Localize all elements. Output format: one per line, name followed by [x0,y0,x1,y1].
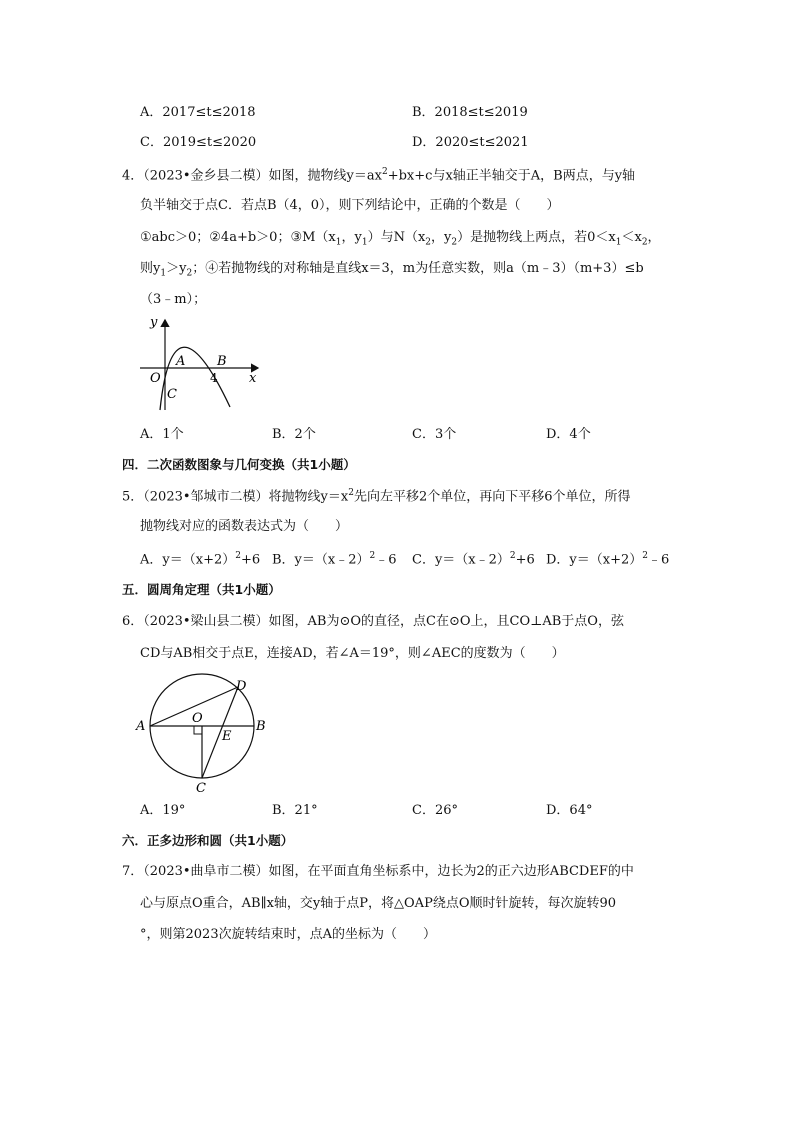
q4-number: 4． [122,168,144,184]
q3-option-a: A．2017≤t≤2018 [140,105,256,120]
section-heading-6: 六．正多边形和圆（共1小题） [122,833,294,848]
graph-label-b: B [217,354,227,369]
q6-line-1: 6．（2023•梁山县二模）如图，AB为⊙O的直径，点C在⊙O上，且CO⊥AB于点O，弦 [122,614,624,629]
q4-line-2: 负半轴交于点C．若点B（4，0），则下列结论中，正确的个数是（ ） [140,198,560,213]
q4-line-5: （3﹣m）； [140,292,207,307]
graph-label-4: 4 [210,371,218,385]
q5-line-1: 5．（2023•邹城市二模）将抛物线$y=x^2$先向左平移2个单位，再向下平移6个单位，所得 [122,488,631,505]
q4-text-1a: 如图，抛物线y＝ax [268,168,382,184]
q7-line-3: °，则第2023次旋转结束时，点A的坐标为（ ） [140,927,436,942]
q6-line-2: CD与AB相交于点E，连接AD，若∠A＝19°，则∠AEC的度数为（ ） [140,646,565,661]
q6-option-b: B．21° [272,803,318,818]
right-angle-mark [194,726,202,734]
q3-option-d: D．2020≤t≤2021 [412,135,529,150]
section-heading-5: 五．圆周角定理（共1小题） [122,582,281,597]
q6-option-d: D．64° [546,803,593,818]
q4-option-d: D．4个 [546,427,591,442]
q4-source: （2023•金乡县二模） [143,168,269,184]
q7-line-1: 7．（2023•曲阜市二模）如图，在平面直角坐标系中，边长为2的正六边形ABCDEF的中 [122,864,634,879]
q7-line-2: 心与原点O重合，AB∥x轴，交y轴于点P，将△OAP绕点O顺时针旋转，每次旋转90 [140,896,617,911]
q6-option-a: A．19° [140,803,186,818]
q5-option-c: C．y＝（x﹣2）$^2$+6 [412,551,535,568]
fig-label-e: E [222,729,232,744]
graph-label-c: C [167,387,177,402]
q4-line-3: ①abc＞0；②4a+b＞0；$③M(x_1$，$y_1$）与$N(x_2$，$y_2$）是抛物线上两点，若$0<x_1<x_2$， [140,230,661,248]
q5-option-d: D．$y=(x+2)^2﹣6$ [546,551,670,568]
q6-option-c: C．26° [412,803,458,818]
graph-label-a: A [176,354,186,369]
section-heading-4: 四．二次函数图象与几何变换（共1小题） [122,457,356,472]
q4-line-1: 4．（2023•金乡县二模）如图，抛物线$y=ax^2+bx+c$与x轴正半轴交于A，B两点，与y轴 [122,167,636,184]
q4-text-1b: +bx+c与x轴正半轴交于A，B两点，与y轴 [387,168,636,184]
q6-circle-figure [134,672,268,796]
graph-label-x: x [249,371,257,386]
q4-parabola-figure [132,312,272,412]
fig-label-a: A [136,719,146,734]
q4-option-c: C．3个 [412,427,457,442]
q4-option-b: B．2个 [272,427,316,442]
fig-label-c: C [196,781,206,796]
fig-label-d: D [236,679,247,694]
q3-option-c: C．2019≤t≤2020 [140,135,257,150]
q4-line-4: 则$y_1>y_2$；④若抛物线的对称轴是直线x＝3，m为任意实数，则a（m﹣3）（m+3）≤b [140,261,644,279]
q3-option-b: B．2018≤t≤2019 [412,105,528,120]
q4-option-a: A．1个 [140,427,184,442]
fig-label-o: O [192,711,203,726]
fig-label-b: B [256,719,266,734]
q5-option-b: B．y＝（x﹣2）$^2$﹣6 [272,551,397,568]
q5-line-2: 抛物线对应的函数表达式为（ ） [140,519,349,534]
graph-label-y: y [150,315,158,330]
q5-option-a: A．$y=(x+2)^2+6$ [140,551,261,568]
graph-label-o: O [150,371,161,386]
